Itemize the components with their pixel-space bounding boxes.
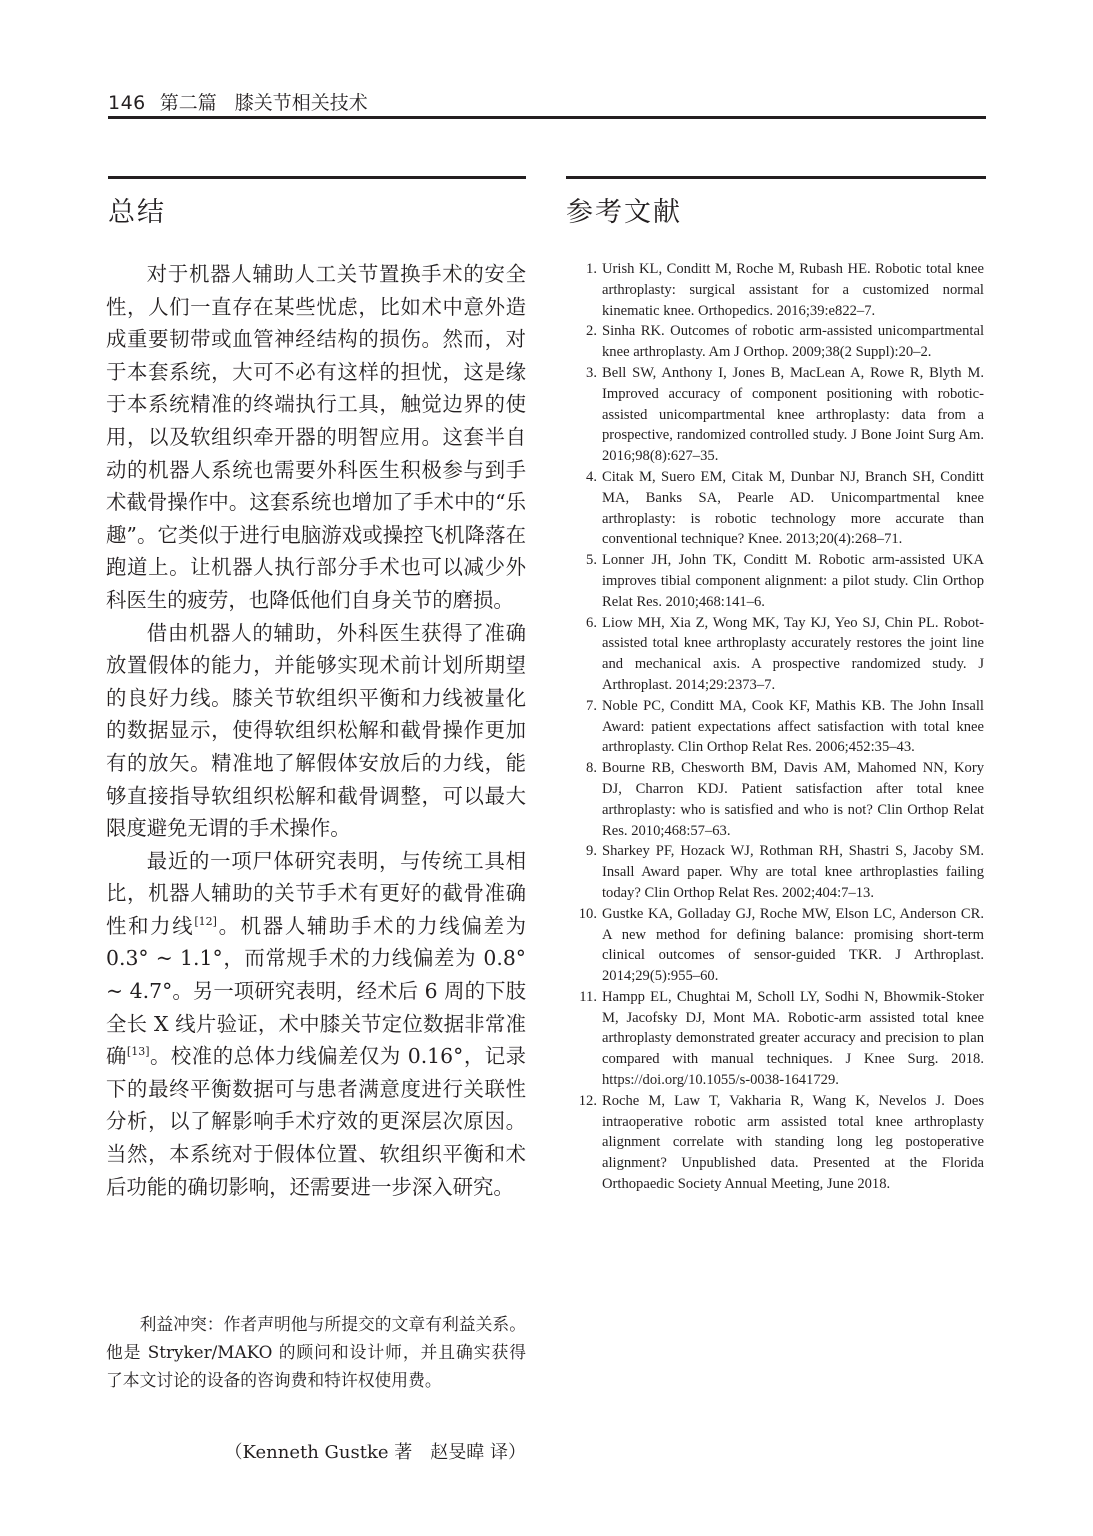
reference-item bbox=[568, 550, 984, 612]
header-divider bbox=[108, 116, 986, 119]
chapter-title: 膝关节相关技术 bbox=[234, 92, 368, 114]
reference-text: Bourne RB, Chesworth BM, Davis AM, Mahomed NN, Kory DJ, Charron KDJ. Patient satisfaction after total knee arthroplasty: who is satisfied and who is not? Clin Orthop Relat Res. 2010;468:57–63. bbox=[602, 760, 984, 839]
reference-number: 4. bbox=[586, 468, 597, 485]
reference-item bbox=[568, 613, 984, 696]
summary-heading: 总结 bbox=[108, 197, 166, 228]
reference-text: Lonner JH, John TK, Conditt M. Robotic arm-assisted UKA improves tibial component alignment: a pilot study. Clin Orthop Relat Res. 2010;468:141–6. bbox=[602, 552, 984, 610]
reference-number: 7. bbox=[586, 697, 597, 714]
summary-body bbox=[106, 258, 526, 1203]
reference-item bbox=[568, 467, 984, 550]
reference-number: 8. bbox=[586, 760, 597, 777]
reference-text: Roche M, Law T, Vakharia R, Wang K, Nevelos J. Does intraoperative robotic arm assisted total knee arthroplasty alignment correlate with standing long leg postoperative alignment? Unpublished data. Presented at the Florida Orthopaedic Society Annual Meeting, June 2018. bbox=[602, 1092, 984, 1193]
summary-divider bbox=[108, 176, 526, 179]
summary-paragraph bbox=[106, 617, 526, 845]
paragraph-text: 。机器人辅助手术的力线偏差为 0.3° ~ 1.1°，而常规手术的力线偏差为 0.8° ~ 4.7°。另一项研究表明，经术后 6 周的下肢全长 X 线片验证，术中膝关节定位数据非常准确 bbox=[106, 913, 526, 1069]
reference-text: Hampp EL, Chughtai M, Scholl LY, Sodhi N, Bhowmik-Stoker M, Jacofsky DJ, Mont MA. Robotic-arm assisted total knee arthroplasty demonstrated greater accuracy and precision to plan compared with manual techniques. J Knee Surg. 2018. https://doi.org/10.1055/s-0038-1641729. bbox=[602, 988, 984, 1089]
reference-item bbox=[568, 987, 984, 1091]
paragraph-text: 。校准的总体力线偏差仅为 0.16°，记录下的最终平衡数据可与患者满意度进行关联性分析，以了解影响手术疗效的更深层次原因。当然，本系统对于假体位置、软组织平衡和术后功能的确切影响，还需要进一步深入研究。 bbox=[106, 1044, 527, 1199]
conflict-text: 利益冲突：作者声明他与所提交的文章有利益关系。他是 Stryker/MAKO 的顾问和设计师，并且确实获得了本文讨论的设备的咨询费和特许权使用费。 bbox=[106, 1314, 526, 1390]
reference-item bbox=[568, 321, 984, 363]
reference-item bbox=[568, 363, 984, 467]
reference-text: Bell SW, Anthony I, Jones B, MacLean A, Rowe R, Blyth M. Improved accuracy of component positioning with robotic-assisted unicompartmental knee arthroplasty: data from a prospective, randomized controlled study. J Bone Joint Surg Am. 2016;98(8):627–35. bbox=[602, 364, 984, 465]
reference-item bbox=[568, 758, 984, 841]
conflict-of-interest bbox=[106, 1310, 526, 1394]
author-translator-line: （Kenneth Gustke 著 赵旻暐 译） bbox=[224, 1442, 526, 1463]
reference-number: 10. bbox=[578, 905, 597, 922]
citation-13: [13] bbox=[126, 1045, 150, 1059]
reference-item bbox=[568, 259, 984, 321]
summary-paragraph bbox=[106, 258, 526, 617]
reference-number: 3. bbox=[586, 364, 597, 381]
reference-number: 9. bbox=[586, 843, 597, 860]
reference-number: 11. bbox=[579, 988, 597, 1005]
reference-text: Sharkey PF, Hozack WJ, Rothman RH, Shastri S, Jacoby SM. Insall Award paper. Why are total knee arthroplasties failing today? Clin Orthop Relat Res. 2002;404:7–13. bbox=[602, 843, 984, 901]
citation-12: [12] bbox=[194, 914, 217, 928]
reference-list bbox=[568, 259, 984, 1195]
reference-number: 12. bbox=[578, 1092, 597, 1109]
reference-item bbox=[568, 1091, 984, 1195]
page-number: 146 bbox=[108, 92, 146, 114]
reference-number: 5. bbox=[586, 552, 597, 569]
paragraph-text: 借由机器人的辅助，外科医生获得了准确放置假体的能力，并能够实现术前计划所期望的良好力线。膝关节软组织平衡和力线被量化的数据显示，使得软组织松解和截骨操作更加有的放矢。精准地了解假体安放后的力线，能够直接指导软组织松解和截骨调整，可以最大限度避免无谓的手术操作。 bbox=[106, 620, 526, 841]
reference-text: Citak M, Suero EM, Citak M, Dunbar NJ, Branch SH, Conditt MA, Banks SA, Pearle AD. Unicompartmental knee arthroplasty: is robotic technology more accurate than conventional technique? Knee. 2013;20(4):268–71. bbox=[602, 468, 984, 548]
references-divider bbox=[566, 176, 986, 179]
paragraph-text: 最近的一项尸体研究表明，与传统工具相比，机器人辅助的关节手术有更好的截骨准确性和力线 bbox=[106, 848, 526, 938]
reference-number: 2. bbox=[586, 323, 597, 340]
reference-text: Noble PC, Conditt MA, Cook KF, Mathis KB. The John Insall Award: patient expectations affect satisfaction with total knee arthroplasty. Clin Orthop Relat Res. 2006;452:35–43. bbox=[602, 697, 984, 756]
reference-item bbox=[568, 904, 984, 987]
paragraph-text: 对于机器人辅助人工关节置换手术的安全性，人们一直存在某些忧虑，比如术中意外造成重要韧带或血管神经结构的损伤。然而，对于本套系统，大可不必有这样的担忧，这是缘于本系统精准的终端执行工具，触觉边界的使用，以及软组织牵开器的明智应用。这套半自动的机器人系统也需要外科医生积极参与到手术截骨操作中。这套系统也增加了手术中的“乐趣”。它类似于进行电脑游戏或操控飞机降落在跑道上。让机器人执行部分手术也可以减少外科医生的疲劳，也降低他们自身关节的磨损。 bbox=[106, 262, 526, 612]
running-header bbox=[108, 88, 986, 115]
reference-number: 1. bbox=[586, 261, 597, 277]
reference-item bbox=[568, 841, 984, 903]
reference-text: Urish KL, Conditt M, Roche M, Rubash HE. Robotic total knee arthroplasty: surgical assistant for a customized normal kinematic knee. Orthopedics. 2016;39:e822–7. bbox=[602, 261, 984, 319]
reference-item bbox=[568, 696, 984, 758]
reference-text: Sinha RK. Outcomes of robotic arm-assisted unicompartmental knee arthroplasty. Am J Orthop. 2009;38(2 Suppl):20–2. bbox=[602, 323, 984, 361]
summary-paragraph bbox=[106, 845, 526, 1204]
reference-number: 6. bbox=[586, 614, 597, 631]
part-label: 第二篇 bbox=[159, 92, 217, 114]
references-heading: 参考文献 bbox=[566, 197, 682, 228]
reference-text: Gustke KA, Golladay GJ, Roche MW, Elson LC, Anderson CR. A new method for defining balance: promising short-term clinical outcomes of sensor-guided TKR. J Arthroplast. 2014;29(5):955–60. bbox=[602, 905, 984, 985]
reference-text: Liow MH, Xia Z, Wong MK, Tay KJ, Yeo SJ, Chin PL. Robot-assisted total knee arthroplasty accurately restores the joint line and mechanical axis. A prospective randomized study. J Arthroplast. 2014;29:2373–7. bbox=[602, 614, 984, 693]
